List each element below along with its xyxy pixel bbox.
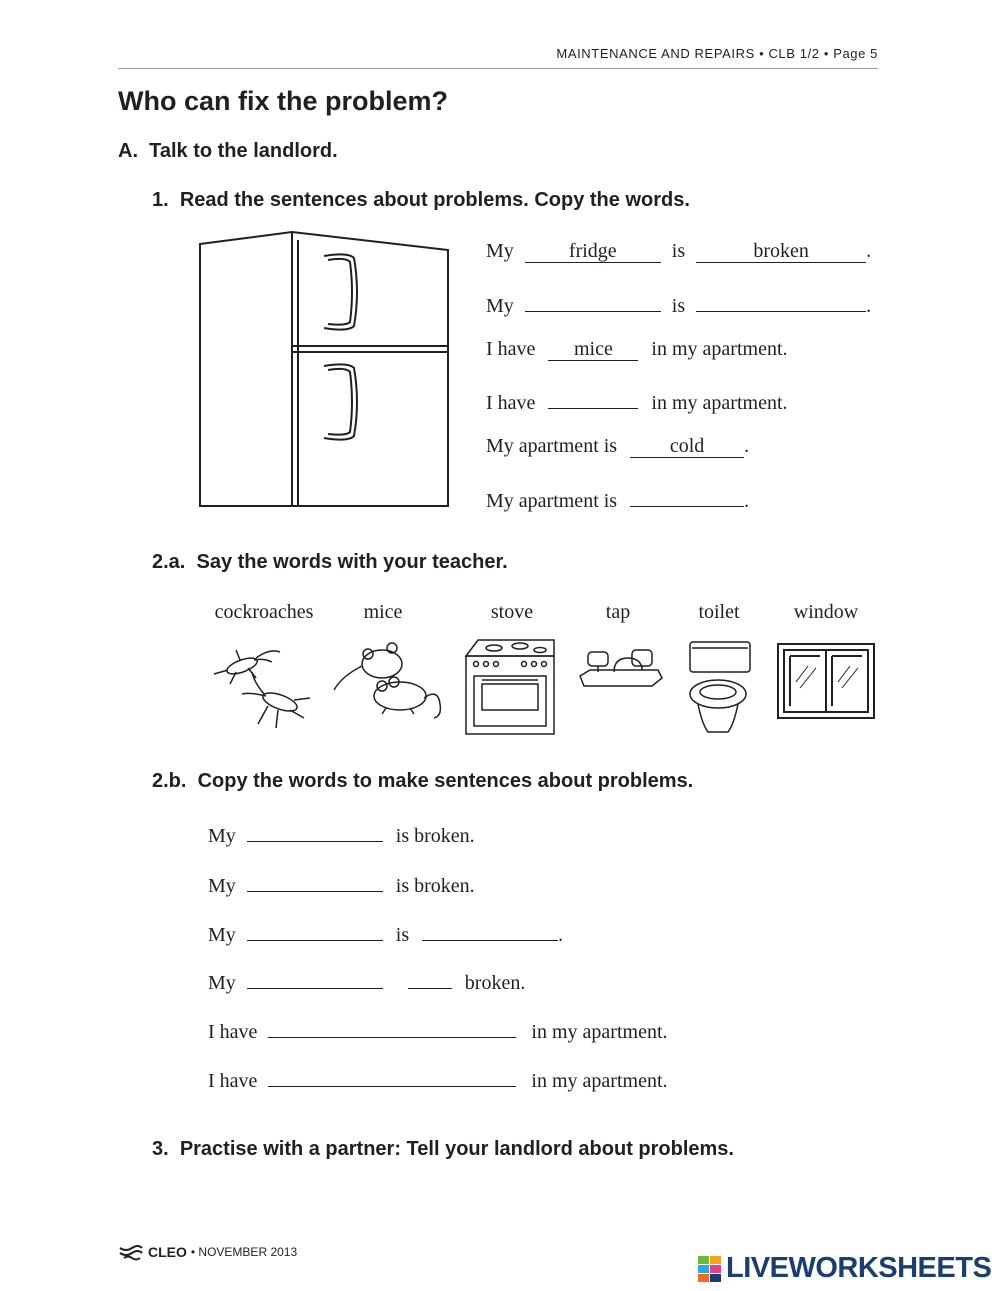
q2b-row-5 xyxy=(208,1015,668,1044)
word-tap: tap xyxy=(605,601,631,623)
q1-row-1-text-1: My xyxy=(486,240,514,262)
q2b-row-1 xyxy=(208,819,475,848)
liveworksheets-wordmark: LIVEWORKSHEETS xyxy=(726,1252,992,1284)
toilet-icon xyxy=(682,640,754,736)
q1-row-6-text-2: . xyxy=(744,490,750,512)
q1-row-3 xyxy=(486,338,788,361)
tap-icon xyxy=(576,646,666,692)
q1-row-4-text-1: I have xyxy=(486,392,536,414)
q1-number: 1. xyxy=(152,189,169,211)
q1-row-2-blank-2[interactable] xyxy=(696,289,866,312)
q1-row-5 xyxy=(486,435,749,458)
q1-instruction xyxy=(152,189,690,212)
q2b-row-3-blank-2[interactable] xyxy=(422,918,558,941)
q2b-row-6 xyxy=(208,1064,668,1093)
q2b-row-2-text-2: is broken. xyxy=(395,875,475,897)
word-stove: stove xyxy=(490,601,534,623)
q2b-row-5-blank-1[interactable] xyxy=(268,1015,516,1038)
q2b-row-6-text-1: I have xyxy=(208,1070,258,1092)
q1-row-6-text-1: My apartment is xyxy=(486,490,618,512)
word-window: window xyxy=(793,601,859,623)
q1-instruction-text: Read the sentences about problems. Copy the words. xyxy=(179,189,690,211)
page-title: Who can fix the problem? xyxy=(118,86,449,116)
q2b-instruction-text: Copy the words to make sentences about problems. xyxy=(197,770,694,792)
q1-row-1 xyxy=(486,240,871,263)
mouse-icon xyxy=(330,638,450,722)
fridge-icon xyxy=(196,228,454,510)
q1-row-4 xyxy=(486,386,788,415)
cleo-logo-icon xyxy=(118,1244,144,1260)
section-a-heading xyxy=(118,140,338,163)
q3-instruction xyxy=(152,1138,734,1161)
q1-row-4-text-2: in my apartment. xyxy=(651,392,788,414)
q1-row-2 xyxy=(486,289,871,318)
q2b-row-3-text-1: My xyxy=(208,924,236,946)
q2b-row-1-text-2: is broken. xyxy=(395,825,475,847)
q1-row-5-text-2: . xyxy=(744,435,750,457)
q2b-row-4-blank-1[interactable] xyxy=(247,966,383,989)
q2b-row-2-blank-1[interactable] xyxy=(247,869,383,892)
word-cockroaches: cockroaches xyxy=(214,601,314,623)
q1-row-2-blank-1[interactable] xyxy=(525,289,661,312)
running-head: MAINTENANCE AND REPAIRS • CLB 1/2 • Page 5 xyxy=(118,46,878,69)
q1-row-2-text-1: My xyxy=(486,295,514,317)
q1-row-1-text-3: . xyxy=(866,240,872,262)
q2b-instruction xyxy=(152,770,693,793)
q1-row-6-blank-1[interactable] xyxy=(630,484,744,507)
q1-row-4-blank-1[interactable] xyxy=(548,386,638,409)
q2a-instruction xyxy=(152,551,508,574)
q2b-row-6-text-2: in my apartment. xyxy=(531,1070,668,1092)
q1-row-3-text-1: I have xyxy=(486,338,536,360)
stove-icon xyxy=(464,636,558,736)
q3-instruction-text: Practise with a partner: Tell your landlord about problems. xyxy=(179,1138,734,1160)
q2a-instruction-text: Say the words with your teacher. xyxy=(196,551,508,573)
section-a-text: Talk to the landlord. xyxy=(149,140,338,162)
q1-row-5-text-1: My apartment is xyxy=(486,435,618,457)
q1-row-2-text-2: is xyxy=(671,295,686,317)
q1-row-3-text-2: in my apartment. xyxy=(651,338,788,360)
footer-credit xyxy=(118,1244,297,1260)
q1-row-1-blank-1[interactable]: fridge xyxy=(525,240,661,263)
q1-row-3-blank-1[interactable]: mice xyxy=(548,338,638,361)
q2b-row-3-blank-1[interactable] xyxy=(247,918,383,941)
q1-row-2-text-3: . xyxy=(866,295,872,317)
q2b-row-6-blank-1[interactable] xyxy=(268,1064,516,1087)
q2b-row-2-text-1: My xyxy=(208,875,236,897)
q2b-row-1-text-1: My xyxy=(208,825,236,847)
cockroach-icon xyxy=(208,644,318,734)
q2b-row-4-text-2: broken. xyxy=(464,972,526,994)
window-icon xyxy=(776,642,876,720)
q2a-number: 2.a. xyxy=(152,551,186,573)
footer-org: CLEO xyxy=(148,1244,187,1260)
q2b-row-1-blank-1[interactable] xyxy=(247,819,383,842)
q1-row-6 xyxy=(486,484,749,513)
q1-row-1-text-2: is xyxy=(671,240,686,262)
word-toilet: toilet xyxy=(698,601,740,623)
q2b-row-3-text-2: is xyxy=(395,924,410,946)
q2b-row-4 xyxy=(208,966,525,995)
q2b-row-5-text-1: I have xyxy=(208,1021,258,1043)
q2b-number: 2.b. xyxy=(152,770,187,792)
q2b-row-4-blank-2[interactable] xyxy=(408,966,452,989)
section-a-label: A. xyxy=(118,140,138,162)
q2b-row-2 xyxy=(208,869,475,898)
word-mice: mice xyxy=(363,601,403,623)
liveworksheets-logo xyxy=(698,1252,991,1285)
q2b-row-3-text-3: . xyxy=(558,924,564,946)
q3-number: 3. xyxy=(152,1138,169,1160)
q2b-row-3 xyxy=(208,918,563,947)
liveworksheets-blocks-icon xyxy=(698,1256,722,1282)
q2b-row-4-text-1: My xyxy=(208,972,236,994)
q1-row-1-blank-2[interactable]: broken xyxy=(696,240,866,263)
footer-date: • NOVEMBER 2013 xyxy=(190,1245,298,1259)
q2b-row-5-text-2: in my apartment. xyxy=(531,1021,668,1043)
q1-row-5-blank-1[interactable]: cold xyxy=(630,435,744,458)
